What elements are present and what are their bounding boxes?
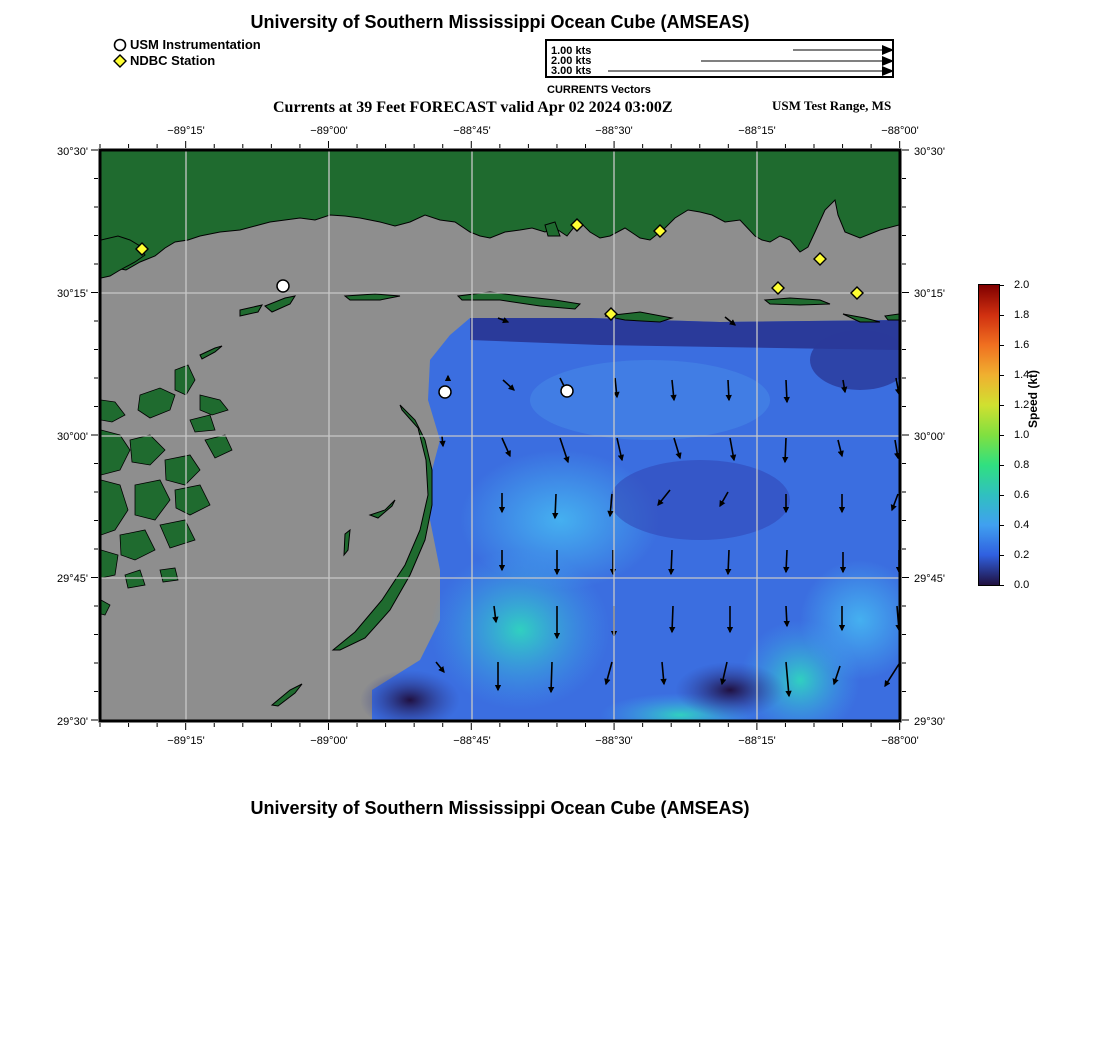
x-tick-label-bottom: −89°00' <box>310 735 348 747</box>
x-tick-label-top: −88°30' <box>595 125 633 137</box>
page-title: University of Southern Mississippi Ocean Cube (AMSEAS) <box>250 12 750 32</box>
vector-key-2kt: 2.00 kts <box>551 55 592 67</box>
colorbar-tick: 0.8 <box>1000 459 1029 471</box>
y-tick-label-right: 30°15' <box>914 288 945 300</box>
x-tick-label-bottom: −88°45' <box>453 735 491 747</box>
vector-key-1kt: 1.00 kts <box>551 45 592 57</box>
colorbar-tick: 0.6 <box>1000 489 1029 501</box>
x-tick-label-top: −88°15' <box>738 125 776 137</box>
x-tick-label-top: −89°00' <box>310 125 348 137</box>
colorbar-tick: 1.2 <box>1000 399 1029 411</box>
colorbar-tick: 0.4 <box>1000 519 1029 531</box>
x-tick-label-top: −88°45' <box>453 125 491 137</box>
x-tick-label-top: −88°00' <box>881 125 919 137</box>
map-frame-content <box>101 151 920 740</box>
legend-usm-label: USM Instrumentation <box>130 37 261 52</box>
y-tick-label-right: 29°45' <box>914 573 945 585</box>
range-label: USM Test Range, MS <box>772 98 892 113</box>
vector-key-3kt: 3.00 kts <box>551 65 592 77</box>
x-tick-label-top: −89°15' <box>167 125 205 137</box>
speed-colorbar <box>978 284 1000 586</box>
colorbar-tick: 1.0 <box>1000 429 1029 441</box>
map-subtitle: Currents at 39 Feet FORECAST valid Apr 02 2024 03:00Z <box>273 99 673 116</box>
usm-instrument-marker <box>561 385 573 397</box>
x-tick-label-bottom: −88°30' <box>595 735 633 747</box>
y-tick-label-left: 30°15' <box>57 288 88 300</box>
legend-ndbc-label: NDBC Station <box>130 53 216 68</box>
y-tick-label-right: 29°30' <box>914 716 945 728</box>
colorbar-tick: 2.0 <box>1000 279 1029 291</box>
usm-instrument-marker <box>439 386 451 398</box>
colorbar-tick: 0.0 <box>1000 579 1029 591</box>
x-tick-label-bottom: −88°15' <box>738 735 776 747</box>
y-tick-label-right: 30°00' <box>914 431 945 443</box>
y-tick-label-right: 30°30' <box>914 146 945 158</box>
y-tick-label-left: 30°30' <box>57 146 88 158</box>
colorbar-tick: 1.6 <box>1000 339 1029 351</box>
vector-key-caption: CURRENTS Vectors <box>547 84 651 96</box>
footer-title: University of Southern Mississippi Ocean Cube (AMSEAS) <box>250 798 750 818</box>
y-tick-label-left: 30°00' <box>57 431 88 443</box>
colorbar-label: Speed (kt) <box>1026 369 1040 428</box>
y-tick-label-left: 29°30' <box>57 716 88 728</box>
y-tick-label-left: 29°45' <box>57 573 88 585</box>
colorbar-tick: 1.8 <box>1000 309 1029 321</box>
x-tick-label-bottom: −89°15' <box>167 735 205 747</box>
x-tick-label-bottom: −88°00' <box>881 735 919 747</box>
colorbar-tick: 1.4 <box>1000 369 1029 381</box>
colorbar-tick: 0.2 <box>1000 549 1029 561</box>
usm-instrument-marker <box>277 280 289 292</box>
